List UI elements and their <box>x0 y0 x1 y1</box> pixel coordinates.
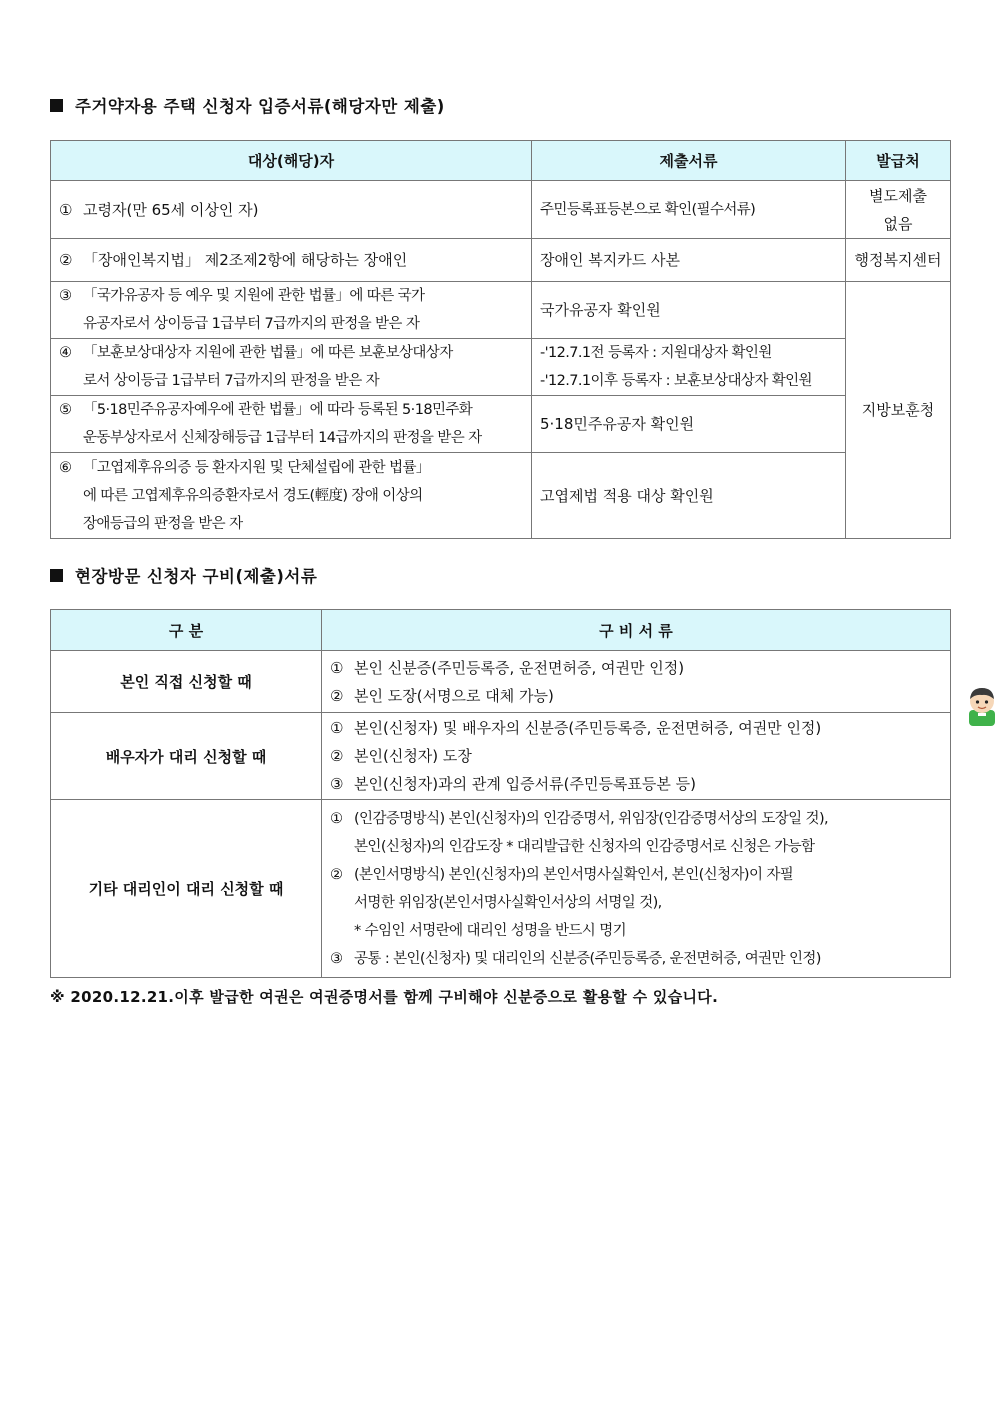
target-text: 「5·18민주유공자예우에 관한 법률」에 따라 등록된 5·18민주화 <box>83 402 473 418</box>
section2-heading <box>50 563 317 587</box>
character-mascot-icon[interactable] <box>965 686 999 726</box>
target-text: 에 따른 고엽제후유의증환자로서 경도(輕度) 장애 이상의 <box>83 487 423 504</box>
target-cell <box>51 239 532 282</box>
item-text: 본인 도장(서명으로 대체 가능) <box>354 686 554 705</box>
documents-cell <box>322 713 951 800</box>
documents-text: 5·18민주유공자 확인원 <box>540 415 695 433</box>
black-square-bullet-icon <box>50 99 63 112</box>
table-row <box>51 713 951 800</box>
item-number: ③ <box>330 950 343 967</box>
item-text: 공통 : 본인(신청자) 및 대리인의 신분증(주민등록증, 운전면허증, 여권만 인정) <box>354 950 821 967</box>
documents-text: -'12.7.1이후 등록자 : 보훈보상대상자 확인원 <box>540 373 812 389</box>
column-header-documents: 제출서류 <box>532 141 846 181</box>
table-row <box>51 651 951 713</box>
item-text: 본인 신분증(주민등록증, 운전면허증, 여권만 인정) <box>354 658 685 677</box>
target-cell <box>51 282 532 339</box>
row-number: ③ <box>59 288 72 304</box>
row-number: ② <box>59 251 73 269</box>
documents-text: 장애인 복지카드 사본 <box>540 251 680 269</box>
documents-text: 주민등록표등본으로 확인(필수서류) <box>540 201 756 218</box>
column-header-target: 대상(해당)자 <box>51 141 532 181</box>
section2-heading-text: 현장방문 신청자 구비(제출)서류 <box>75 567 318 586</box>
target-text: 장애등급의 판정을 받은 자 <box>83 515 243 532</box>
category-cell: 배우자가 대리 신청할 때 <box>51 713 322 800</box>
target-text: 고령자(만 65세 이상인 자) <box>83 200 259 219</box>
issuer-cell <box>846 181 951 239</box>
item-number: ② <box>330 686 344 705</box>
documents-cell <box>532 339 846 396</box>
item-text: 본인(신청자)의 인감도장 * 대리발급한 신청자의 인감증명서로 신청은 가능함 <box>354 838 815 855</box>
section1-heading <box>50 93 445 117</box>
row-number: ④ <box>59 345 72 361</box>
issuer-cell-shared <box>846 282 951 539</box>
item-text: 본인(신청자) 도장 <box>354 747 472 765</box>
column-header-category: 구 분 <box>51 610 322 651</box>
column-header-required-documents: 구 비 서 류 <box>322 610 951 651</box>
item-number: ① <box>330 658 344 677</box>
target-cell <box>51 453 532 539</box>
documents-cell <box>532 239 846 282</box>
documents-cell <box>322 651 951 713</box>
documents-cell <box>532 453 846 539</box>
target-text: 「장애인복지법」 제2조제2항에 해당하는 장애인 <box>83 251 408 269</box>
documents-text: 고엽제법 적용 대상 확인원 <box>540 486 714 505</box>
section1-heading-text: 주거약자용 주택 신청자 입증서류(해당자만 제출) <box>75 97 445 116</box>
item-number: ② <box>330 747 344 765</box>
table-row <box>51 181 951 239</box>
issuer-text: 지방보훈청 <box>861 401 935 419</box>
table-row <box>51 282 951 339</box>
table-row <box>51 800 951 978</box>
table-row <box>51 396 951 453</box>
eligibility-documents-table <box>50 140 951 539</box>
target-text: 「보훈보상대상자 지원에 관한 법률」에 따른 보훈보상대상자 <box>83 345 453 361</box>
documents-text: 국가유공자 확인원 <box>540 301 661 319</box>
item-text: 서명한 위임장(본인서명사실확인서상의 서명일 것), <box>354 894 662 911</box>
target-text: 운동부상자로서 신체장해등급 1급부터 14급까지의 판정을 받은 자 <box>83 430 482 446</box>
target-text: 「국가유공자 등 예우 및 지원에 관한 법률」에 따른 국가 <box>83 288 425 304</box>
item-text: (인감증명방식) 본인(신청자)의 인감증명서, 위임장(인감증명서상의 도장일 것), <box>354 810 829 827</box>
visit-documents-table <box>50 609 951 978</box>
target-text: 「고엽제후유의증 등 환자지원 및 단체설립에 관한 법률」 <box>83 459 430 476</box>
item-text: 본인(신청자) 및 배우자의 신분증(주민등록증, 운전면허증, 여권만 인정) <box>354 719 822 737</box>
row-number: ⑥ <box>59 459 72 476</box>
table-header-row <box>51 610 951 651</box>
table-row <box>51 239 951 282</box>
target-text: 유공자로서 상이등급 1급부터 7급까지의 판정을 받은 자 <box>83 316 420 332</box>
item-text: * 수임인 서명란에 대리인 성명을 반드시 명기 <box>354 922 627 939</box>
target-cell <box>51 181 532 239</box>
row-number: ① <box>59 200 73 219</box>
item-number: ① <box>330 719 344 737</box>
item-number: ③ <box>330 775 344 793</box>
issuer-text: 행정복지센터 <box>854 251 942 269</box>
item-number <box>330 917 354 945</box>
item-number <box>330 833 354 861</box>
black-square-bullet-icon <box>50 569 63 582</box>
category-cell: 기타 대리인이 대리 신청할 때 <box>51 800 322 978</box>
item-number <box>330 889 354 917</box>
target-cell <box>51 396 532 453</box>
row-number: ⑤ <box>59 402 72 418</box>
issuer-text: 없음 <box>883 214 913 233</box>
category-cell: 본인 직접 신청할 때 <box>51 651 322 713</box>
target-cell <box>51 339 532 396</box>
documents-cell <box>322 800 951 978</box>
target-text: 로서 상이등급 1급부터 7급까지의 판정을 받은 자 <box>83 373 380 389</box>
documents-cell <box>532 181 846 239</box>
column-header-issuer: 발급처 <box>846 141 951 181</box>
table-row <box>51 339 951 396</box>
table-header-row <box>51 141 951 181</box>
item-text: (본인서명방식) 본인(신청자)의 본인서명사실확인서, 본인(신청자)이 자필 <box>354 866 794 883</box>
documents-cell <box>532 396 846 453</box>
issuer-cell <box>846 239 951 282</box>
issuer-text: 별도제출 <box>869 186 927 205</box>
footnote: ※ 2020.12.21.이후 발급한 여권은 여권증명서를 함께 구비해야 신분증으로 활용할 수 있습니다. <box>50 988 719 1006</box>
item-number: ② <box>330 866 343 883</box>
documents-text: -'12.7.1전 등록자 : 지원대상자 확인원 <box>540 345 772 361</box>
item-number: ① <box>330 810 343 827</box>
item-text: 본인(신청자)과의 관계 입증서류(주민등록표등본 등) <box>354 775 697 793</box>
documents-cell <box>532 282 846 339</box>
table-row <box>51 453 951 539</box>
